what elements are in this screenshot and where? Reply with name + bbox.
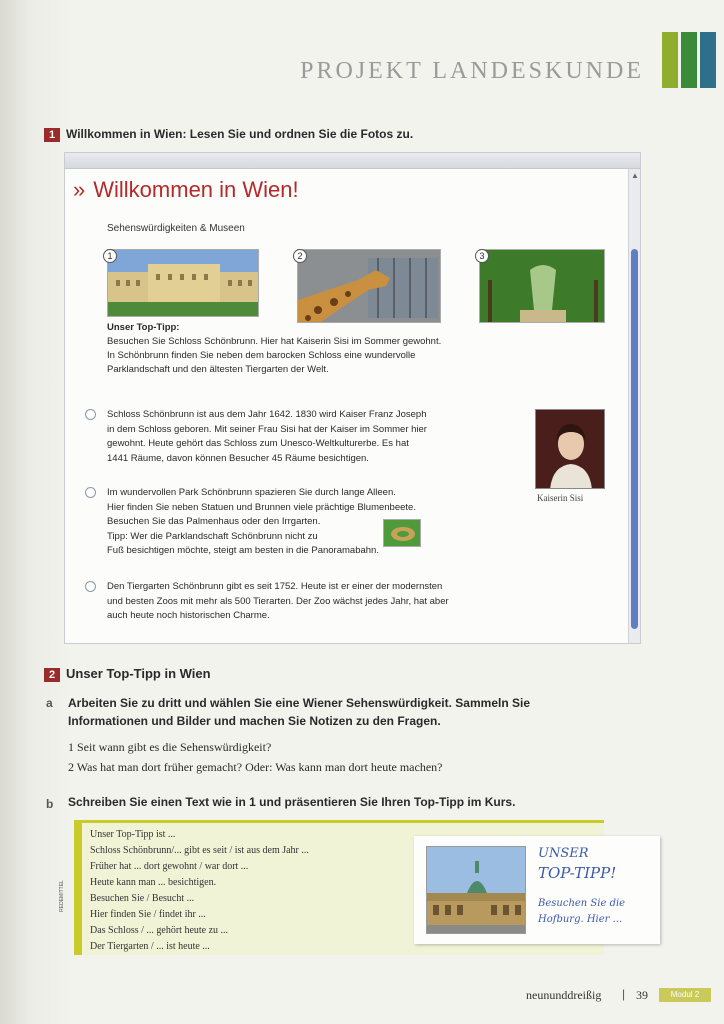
paragraph-tiergarten xyxy=(107,580,449,624)
website-browser-frame xyxy=(64,152,641,644)
question-1: 1 Seit wann gibt es die Sehenswürdigkeit? xyxy=(68,740,272,754)
maze-photo-icon xyxy=(383,519,421,547)
top-tip-line: In Schönbrunn finden Sie neben dem barocken Schloss eine wundervolle xyxy=(107,350,416,361)
note-line-3: Besuchen Sie die xyxy=(538,898,626,909)
subtask-a-text xyxy=(68,694,588,730)
palace-photo-icon xyxy=(107,249,259,317)
paragraph-schloss xyxy=(107,408,427,466)
question-2: 2 Was hat man dort früher gemacht? Oder: Was kann man dort heute machen? xyxy=(68,760,443,774)
browser-toolbar xyxy=(65,153,640,169)
task2-heading xyxy=(44,666,211,682)
redemittel-line: Der Tiergarten / ... ist heute ... xyxy=(90,941,210,952)
scroll-up-arrow-icon[interactable]: ▲ xyxy=(631,171,639,180)
task1-text: Willkommen in Wien: Lesen Sie und ordnen Sie die Fotos zu. xyxy=(66,127,414,141)
page-header-title: PROJEKT LANDESKUNDE xyxy=(300,58,644,84)
website-subtitle: Sehenswürdigkeiten & Museen xyxy=(107,223,245,234)
subtask-b-text: Schreiben Sie einen Text wie in 1 und präsentieren Sie Ihren Top-Tipp im Kurs. xyxy=(68,795,516,809)
paragraph-line: Hier finden Sie neben Statuen und Brunnen viele prächtige Blumenbeete. xyxy=(107,501,416,513)
photo-number-3: 3 xyxy=(475,249,489,263)
photo-number-2: 2 xyxy=(293,249,307,263)
task2-number-badge: 2 xyxy=(44,668,60,682)
paragraph-line: Fuß besichtigen möchte, steigt am besten in die Panoramabahn. xyxy=(107,545,379,556)
redemittel-line: Besuchen Sie / Besucht ... xyxy=(90,893,195,904)
redemittel-line: Das Schloss / ... gehört heute zu ... xyxy=(90,925,229,936)
task2-title: Unser Top-Tipp in Wien xyxy=(66,666,211,681)
website-title xyxy=(73,177,299,203)
top-tip-line: Parklandschaft und den ältesten Tiergarten der Welt. xyxy=(107,364,329,375)
redemittel-line: Heute kann man ... besichtigen. xyxy=(90,877,217,888)
header-bar-green xyxy=(662,32,678,88)
top-tipp-note-card xyxy=(414,836,660,944)
subtask-a-line: Arbeiten Sie zu dritt und wählen Sie eine Wiener Sehenswürdigkeit. Sammeln Sie xyxy=(68,696,530,710)
redemittel-side-strip xyxy=(58,823,82,955)
paragraph-line: Tipp: Wer die Parklandschaft Schönbrunn nicht zu xyxy=(107,530,318,542)
redemittel-side-label: REDEMITTEL xyxy=(58,880,65,912)
scroll-thumb[interactable] xyxy=(631,249,638,629)
header-bar-darkgreen xyxy=(681,32,697,88)
module-tab: Modul 2 xyxy=(659,988,711,1002)
website-title-text: Willkommen in Wien! xyxy=(93,177,299,202)
paragraph-line: gewohnt. Heute gehört das Schloss zum Unesco-Weltkulturerbe. Es hat xyxy=(107,438,409,449)
subtask-b-label: b xyxy=(46,797,54,811)
browser-scrollbar[interactable] xyxy=(628,169,640,643)
answer-radio-1[interactable] xyxy=(85,409,96,420)
top-tip-line: Besuchen Sie Schloss Schönbrunn. Hier hat Kaiserin Sisi im Sommer gewohnt. xyxy=(107,336,442,347)
sisi-caption: Kaiserin Sisi xyxy=(537,493,584,503)
paragraph-line: Besuchen Sie das Palmenhaus oder den Irrgarten. xyxy=(107,516,321,527)
subtask-a-label: a xyxy=(46,696,53,710)
top-tip-heading: Unser Top-Tipp: xyxy=(107,322,180,333)
paragraph-line: Im wundervollen Park Schönbrunn spazieren Sie durch lange Alleen. xyxy=(107,487,396,498)
note-line-4: Hofburg. Hier ... xyxy=(538,914,623,925)
hofburg-photo-icon xyxy=(426,846,526,934)
note-line-2: TOP-TIPP! xyxy=(538,864,617,882)
sisi-portrait-icon xyxy=(535,409,605,489)
alley-photo-icon xyxy=(479,249,605,323)
giraffe-photo-icon xyxy=(297,249,441,323)
title-chevron-icon: » xyxy=(73,177,86,202)
paragraph-line: Den Tiergarten Schönbrunn gibt es seit 1752. Heute ist er einer der modernsten xyxy=(107,581,443,592)
task1-instruction xyxy=(44,127,413,142)
paragraph-line: und besten Zoos mit mehr als 500 Tierarten. Der Zoo wächst jedes Jahr, hat aber xyxy=(107,595,449,607)
redemittel-line: Schloss Schönbrunn/... gibt es seit / ist aus dem Jahr ... xyxy=(90,845,309,856)
task1-number-badge: 1 xyxy=(44,128,60,142)
redemittel-line: Hier finden Sie / findet ihr ... xyxy=(90,909,206,920)
note-line-1: UNSER xyxy=(538,846,589,861)
paragraph-line: 1441 Räume, davon können Besucher 45 Räume besichtigen. xyxy=(107,452,369,464)
page-number-word: neununddreißig xyxy=(526,988,602,1002)
photo-number-1: 1 xyxy=(103,249,117,263)
answer-radio-3[interactable] xyxy=(85,581,96,592)
top-tip-block xyxy=(107,321,537,377)
redemittel-line: Unser Top-Tipp ist ... xyxy=(90,829,176,840)
footer-separator: | xyxy=(622,987,626,1001)
paragraph-line: Schloss Schönbrunn ist aus dem Jahr 1642. 1830 wird Kaiser Franz Joseph xyxy=(107,409,427,420)
header-color-bars xyxy=(662,32,716,88)
paragraph-line: auch heute noch historischen Charme. xyxy=(107,610,270,621)
page-number: 39 xyxy=(636,988,648,1002)
subtask-a-line: Informationen und Bilder und machen Sie Notizen zu den Fragen. xyxy=(68,714,441,728)
answer-radio-2[interactable] xyxy=(85,487,96,498)
redemittel-line: Früher hat ... dort gewohnt / war dort ... xyxy=(90,861,249,872)
paragraph-line: in dem Schloss geboren. Mit seiner Frau Sisi hat der Kaiser im Sommer hier xyxy=(107,423,427,435)
header-bar-teal xyxy=(700,32,716,88)
paragraph-park xyxy=(107,486,416,559)
